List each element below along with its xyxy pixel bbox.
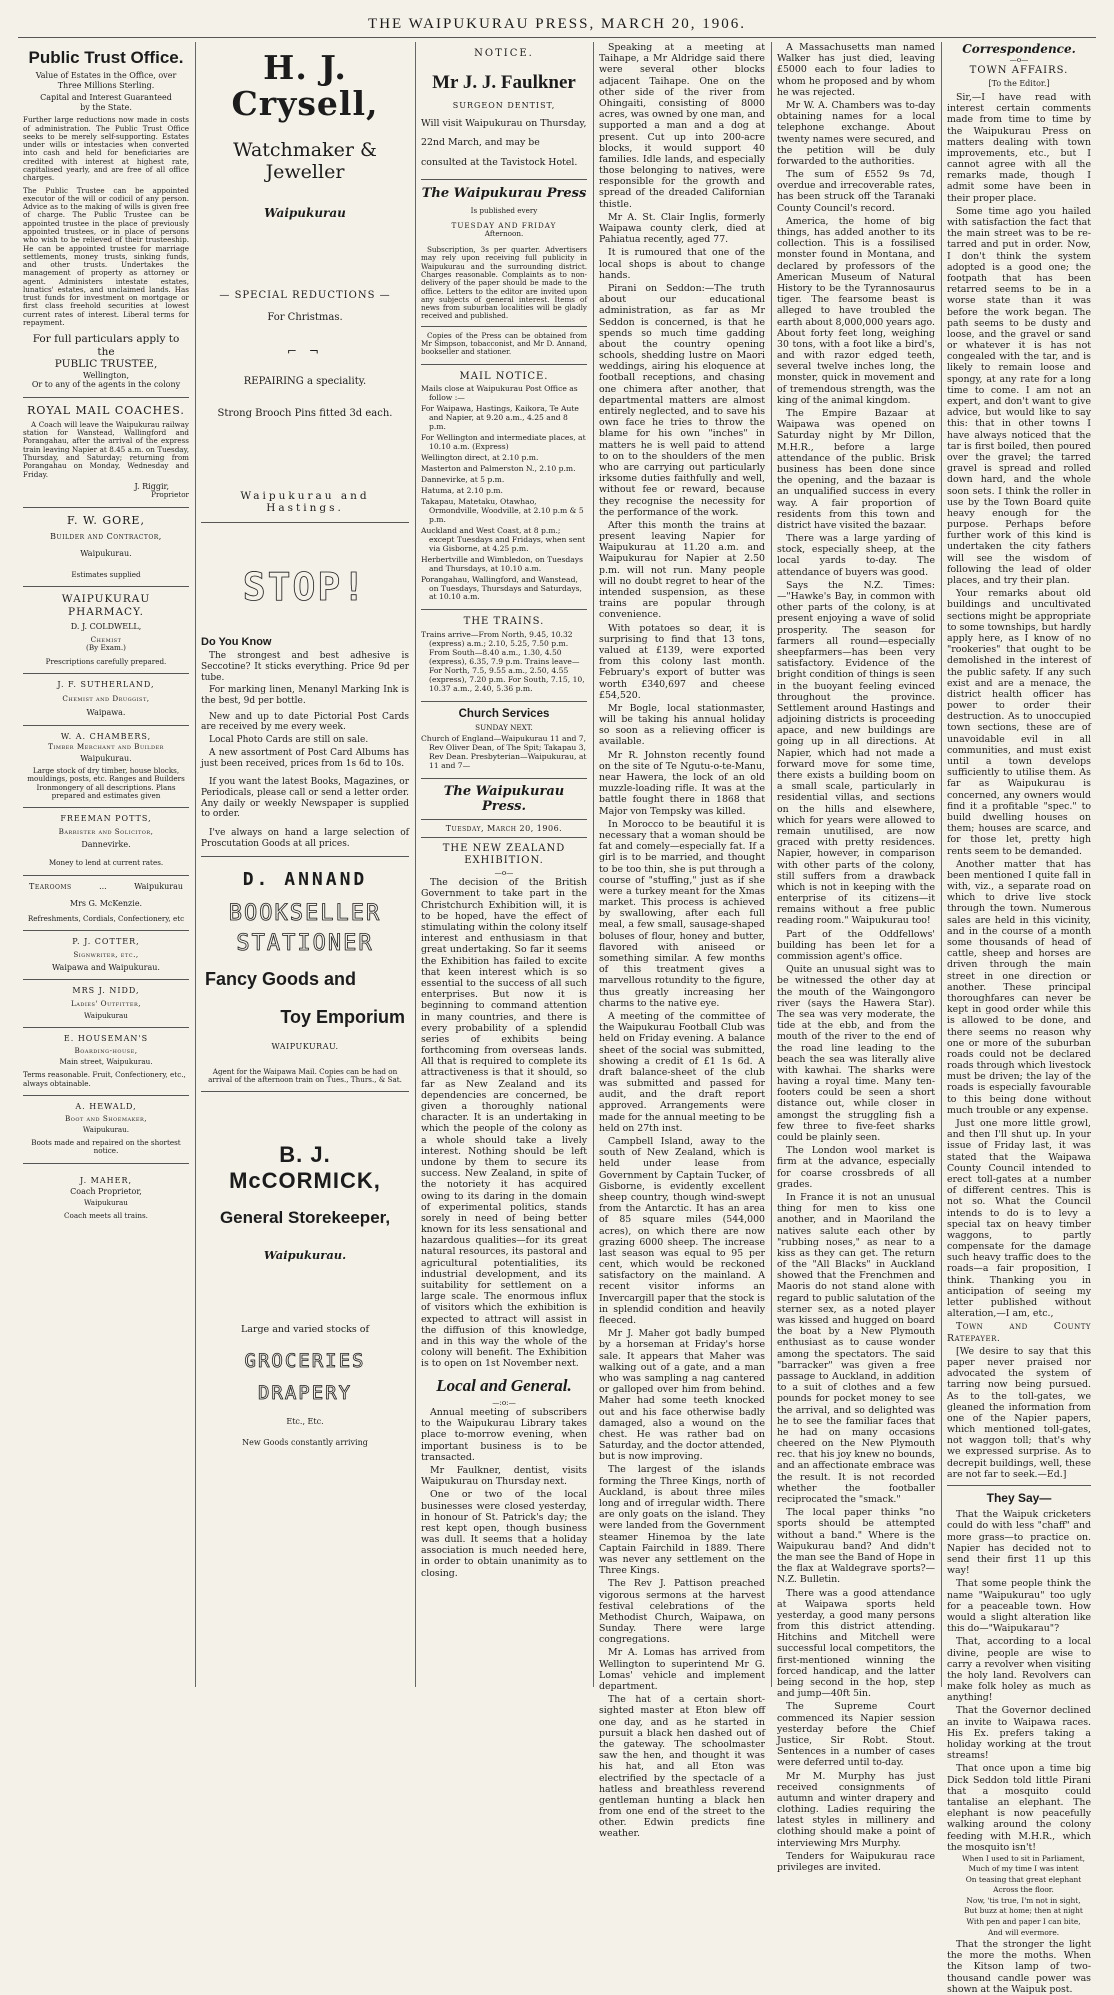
mail-line: Masterton and Palmerston N., 2.10 p.m.	[421, 464, 576, 474]
press-title: The Waipukurau Press	[421, 185, 587, 201]
ad-line: Waipukurau and Hastings.	[240, 489, 370, 515]
ad-line: Builder and Contractor,	[50, 531, 162, 541]
dash-right: —	[375, 290, 391, 302]
ad-cotter	[23, 931, 189, 980]
mail-title: MAIL NOTICE.	[459, 370, 549, 382]
ad-body: Terms reasonable. Fruit, Confectionery, etc., always obtainable.	[23, 1070, 186, 1088]
mail-line: Wellington direct, at 2.10 p.m.	[421, 453, 539, 463]
mail-line: Dannevirke, at 5 p.m.	[421, 475, 505, 485]
article-title: THE NEW ZEALAND EXHIBITION.	[442, 843, 566, 867]
verse-line: On teasing that great elephant	[965, 1874, 1082, 1884]
ad-tearooms	[23, 876, 189, 931]
verse-line: With pen and paper I can bite,	[966, 1917, 1081, 1926]
ad-title: FREEMAN POTTS,	[60, 814, 152, 824]
ad-nidd	[23, 980, 189, 1028]
train-times	[421, 610, 587, 702]
ad-body: The Public Trustee can be appointed executor of the will or codicil of any person. Advice as to the making of wills is given free of charge. The Public Trustee can be appointed trustee in the place of previously appointed trustees, or in place of persons who wish to be relieved of their trusteeship. He can be appointed trustee for marriage settlements, money trusts, sinking funds, and other trusts. Undertakes the management of property as attorney or agent. Administers intestate estates, lunatics' estates, and unclaimed lands. Has trust funds for investment on mortgage or first class freehold securities at lowest current rates of interest. Liberal terms for repayment.	[23, 185, 189, 328]
ad-line: Large and varied stocks of	[240, 1324, 370, 1336]
ad-line: Money to lend at current rates.	[48, 858, 164, 868]
ad-line: Capital and Interest Guaranteed	[40, 93, 172, 103]
news-paragraph: A Massachusetts man named Walker has just died, leaving £5000 each to four ladies to whom he proposed and by whom he was rejected.	[777, 42, 935, 98]
notice-title: NOTICE.	[474, 48, 534, 59]
ad-line: Waipukurau.	[82, 1124, 130, 1134]
mail-line: Porangahau, Wallingford, and Wanstead, on Tuesdays, Thursdays and Saturdays, at 10.10 a.m.	[421, 574, 582, 602]
ad-body: Local Photo Cards are still on sale.	[209, 735, 369, 746]
letter-paragraph: Some time ago you hailed with satisfaction the fact that the main street was to be re-tarred and put in order. Now, I don't think the system adopted is a good one; the footpath that has been retarred seems to be in a worse state than it was before the work began. The path seems to be dusty and loose, and the gravel or sand or whatever it is has not congealed with the tar, and is likely to remain loose and spongy, at any rate for a long time to come. I am not an expert, and don't want to give advice, but would like to say this: that in other towns I have always noticed that the tar is first boiled, then poured over the gravel; the tarred gravel is spread and rolled down hard, and the whole soon sets. I think the roller in use by the Town Board quite heavy enough for the purpose. Perhaps before further work of this kind is undertaken the city fathers will see the wisdom of following the lead of older places, and try their plan.	[947, 205, 1091, 587]
news-paragraph: Mr A. Lomas has arrived from Wellington to superintend Mr G. Lomas' vehicle and implement department.	[599, 1647, 765, 1692]
ad-line: BOOKSELLER	[228, 900, 382, 926]
ad-place: Waipukurau	[134, 881, 183, 891]
section-title: They Say—	[986, 1491, 1052, 1506]
mail-line: For Wellington and intermediate places, at 10.10 a.m. (Express)	[421, 433, 586, 452]
column-correspondence	[942, 42, 1096, 1995]
news-paragraph: The sum of £552 9s 7d, overdue and irrecoverable rates, has been struck off the Taranaki County Council's record.	[777, 169, 935, 214]
letter-signature: Town and County Ratepayer.	[947, 1321, 1091, 1344]
ad-line: For Christmas.	[267, 311, 343, 323]
ad-line: REPAIRING a speciality.	[243, 376, 367, 388]
press-body: Copies of the Press can be obtained from Mr Simpson, tobacconist, and Mr D. Annand, bookseller and stationer.	[421, 330, 587, 357]
ad-title: P. J. COTTER,	[72, 937, 140, 947]
letter-paragraph: Another matter that has been mentioned I quite fall in with, viz., a separate road on which to drive live stock through the town. Numerous sales are held in this vicinity, and in the course of a month some thousands of head of cattle, sheep and horses are driven through the main street in one direction or another. These principal thoroughfares can never be kept in good order while this is allowed to be done, and there seems no reason why one or more of the suburban roads could not be declared roads through which livestock must be driven; the lay of the roads is especially favourable to this being done without much trouble or any expense.	[947, 858, 1091, 1116]
ad-line: Boarding-house,	[74, 1045, 138, 1055]
ad-body: A Coach will leave the Waipukurau railway station for Wanstead, Wallingford and Porangahau, after the arrival of the express train leaving Napier at 8.45 a.m. on Tuesday, Thursday, and Saturday; returning from Porangahau on Monday, Wednesday and Friday.	[23, 419, 189, 479]
ad-line: Etc., Etc.	[286, 1416, 324, 1426]
ad-line: by the State.	[80, 102, 132, 112]
ad-title: H. J. Crysell,	[231, 48, 379, 124]
ad-line: Timber Merchant and Builder	[48, 742, 164, 752]
news-paragraph: Quite an unusual sight was to be witnessed the other day at the mouth of the Waingongoro river (says the Hawera Star). The sea was very moderate, the tide at the ebb, and from the mouth of the river to the end of the road line leading to the beach the sea was literally alive with kawhai. The sharks were having a royal time. Many ten-footers could be seen a short distance out, while closer in amongst the struggling fish a few three to five-feet sharks could be plainly seen.	[777, 964, 935, 1143]
reductions: SPECIAL REDUCTIONS	[234, 290, 376, 302]
ad-body: New and up to date Pictorial Post Cards are received by me every week.	[201, 711, 409, 733]
section-title: Correspondence.	[962, 42, 1076, 56]
ad-line: Three Millions Sterling.	[57, 80, 155, 90]
verse	[947, 1855, 1091, 1937]
ad-body: The strongest and best adhesive is Seccotine? It sticks everything. Price 9d per tube.	[201, 651, 409, 683]
mail-line: Hatuma, at 2.10 p.m.	[421, 485, 503, 495]
they-say-item: That the Waipuk cricketers could do with less "chaff" and more grass—to practice on. Napier has decided not to send their first 11 up this way!	[947, 1509, 1091, 1577]
column-display-ads	[196, 42, 414, 1687]
news-paragraph: The local paper thinks "no sports should be attempted without a band." Where is the Waipukurau band? And didn't the man see the Band of Hope in the flax at Waldegrave sports?—N.Z. Bulletin.	[777, 1507, 935, 1586]
ad-potts	[23, 808, 189, 876]
ad-title: W. A. CHAMBERS,	[60, 731, 152, 741]
ad-line: Boot and Shoemaker,	[64, 1113, 148, 1123]
ad-line: Dannevirke.	[81, 839, 131, 849]
they-say-item: That some people think the name "Waipukurau" too ugly for a peaceable town. How would a slight alteration like this do—"Waipukarau"?	[947, 1578, 1091, 1635]
ad-title: STOP!	[242, 564, 368, 609]
ad-line: General Storekeeper,	[219, 1208, 391, 1228]
ad-dots: ...	[99, 881, 107, 891]
dash-left: —	[219, 290, 235, 302]
ad-title: J. MAHER,	[79, 1175, 133, 1185]
ad-body: Boots made and repaired on the shortest notice.	[31, 1138, 181, 1156]
ad-gore	[23, 508, 189, 587]
letter-to: [To the Editor.]	[988, 79, 1050, 89]
mail-line: Takapau, Matetaku, Otawhao, Ormondville, Woodville, at 2.10 p.m & 5 p.m.	[421, 496, 584, 524]
news-paragraph: Says the N.Z. Times:—"Hawke's Bay, in common with other parts of the colony, is at present enjoying a wave of solid prosperity. The season for farmers all round—especially sheepfarmers—has been very satisfactory. Evidence of the bright condition of things is seen in the buoyant feeling evinced throughout the province. Settlement around Hastings and adjoining districts is proceeding apace, and new buildings are going up in all directions. At Napier, which had not made a forward move for some time, there exists a building boom on a small scale, particularly in residential villas, and sections on the hills and elsewhere, which for years were allowed to remain unutilised, are now graced with pretty residences. Napier, however, in comparison with other parts of the colony, still suffers from a drawback which is not in keeping with the enterprise of its citizens—it remains without a free public reading room." Waipukurau too!	[777, 579, 935, 927]
ad-annand	[201, 857, 409, 1092]
trains-title: THE TRAINS.	[463, 616, 545, 628]
press-info	[421, 180, 587, 365]
ad-line: Waipukurau.	[80, 754, 132, 764]
ad-title: F. W. GORE,	[67, 513, 145, 527]
local-news	[421, 1407, 587, 1579]
ad-line: Main street, Waipukurau.	[59, 1057, 153, 1067]
ad-line: Waipukurau	[84, 1011, 128, 1021]
ad-line: Coach meets all trains.	[64, 1211, 148, 1220]
ad-line: (By Exam.)	[86, 642, 126, 652]
verse-line: Now, 'tis true, I'm not in sight,	[966, 1895, 1081, 1905]
notice-faulkner	[421, 42, 587, 180]
ad-line: Chemist	[90, 634, 122, 644]
verse-line: But buzz at home; then at night	[964, 1906, 1083, 1916]
ad-line: New Goods constantly arriving	[242, 1438, 368, 1448]
mail-line: Mails close at Waipukurau Post Office as follow :—	[421, 384, 578, 403]
ad-line: WAIPUKURAU.	[271, 1041, 339, 1051]
news-paragraph: It is rumoured that one of the local shops is about to change hands.	[599, 247, 765, 281]
news-paragraph: Mr J. Maher got badly bumped by a horseman at Friday's horse sale. It appears that Maher was walking out of a gate, and a man who was sampling a nag cantered or galloped over him from behind. Maher had some teeth knocked out and his face otherwise badly damaged, also a wound on the chest. He was rather bad on Saturday, and the doctor attended, but is now improving.	[599, 1328, 765, 1463]
ad-line: STATIONER	[236, 931, 374, 956]
church-sub: SUNDAY NEXT.	[475, 722, 533, 732]
verse-line: Across the floor.	[993, 1885, 1054, 1895]
ad-line: Watchmaker & Jeweller	[233, 138, 377, 184]
ad-line: GROCERIES	[244, 1349, 366, 1372]
press-line: Is published every	[470, 206, 538, 216]
they-say-item: That the Governor declined an invite to Waipawa races. His Ex. prefers taking a holiday working at the trout streams!	[947, 1705, 1091, 1762]
church-services	[421, 702, 587, 779]
news-paragraph: Mr M. Murphy has just received consignments of autumn and winter drapery and clothing. Ladies requiring the latest styles in millinery and clothing should make a point of interviewing Mrs Murphy.	[777, 1770, 935, 1849]
ad-public-trust-office	[23, 42, 189, 398]
ad-mccormick	[201, 1092, 409, 1455]
ad-chambers	[23, 726, 189, 808]
ad-title: WAIPUKURAU PHARMACY.	[61, 593, 151, 618]
news-paragraph: Tenders for Waipukurau race privileges are invited.	[777, 1850, 935, 1873]
press-line: Afternoon.	[484, 228, 524, 238]
news-paragraph: The hat of a certain short-sighted master at Eton blew off one day, and as he started in pursuit a black hen dashed out of the gateway. The schoolmaster saw the hen, and thought it was his hat, and all Eton was electrified by the spectacle of a hatless and breathless reverend gentleman hunting a black hen from one end of the street to the other. Edwin predicts fine weather.	[599, 1694, 765, 1840]
news-paragraph: The Empire Bazaar at Waipawa was opened on Saturday night by Mr Dillon, M.H.R., before a large attendance of the public. Brisk business has been done since the opening, and the bazaar is an unqualified success in every way. A fair proportion of residents from this town and district have visited the bazaar.	[777, 408, 935, 531]
ad-houseman	[23, 1028, 189, 1096]
trains-body: Trains arrive—From North, 9.45, 10.32 (express) a.m.; 2.10, 5.25, 7.50 p.m. From South—8.40 a.m., 1.30, 4.50 (express), 6.35, 7.9 p.m. Trains leave—For North, 7.5, 9.55 a.m., 2.50, 4.55 (express), 7.20 p.m. For South, 7.15, 10, 10.37 a.m., 2.40, 5.36 p.m.	[421, 630, 585, 694]
news-paragraph: Part of the Oddfellows' building has been let for a commission agent's office.	[777, 928, 935, 962]
ad-line: Refreshments, Cordials, Confectionery, etc	[27, 913, 185, 923]
ad-title: J. F. SUTHERLAND,	[57, 680, 155, 690]
ad-royal-mail-coaches	[23, 398, 189, 508]
news-paragraph: Speaking at a meeting at Taihape, a Mr Aldridge said there were several other blocks adjacent Taihape. One on the other side of the river from Ohingaiti, consisting of 8000 acres, was owned by one man, and supported a man and a dog at present. Cut up into 200-acre blocks, it would support 40 families. Idle lands, and especially those belonging to natives, were responsible for the growth and spread of the dreaded Californian thistle.	[599, 42, 765, 210]
divider	[947, 1485, 1091, 1486]
news-paragraph: There was a good attendance at Waipawa sports held yesterday, a good many persons from this district attending. Hitchins and Mitchell were successful local competitors, the first-mentioned winning the forced handicap, and the latter being second in the hop, step and jump—40ft 5in.	[777, 1587, 935, 1700]
section-rule: —o—	[1009, 55, 1029, 65]
news-paragraph: America, the home of big things, has added another to its collection. This is a fossilised monster found in Montana, and declared by professors of the American Museum of Natural History to be the Tyrannosaurus tiger. The fearsome beast is alleged to have troubled the earth about 8,000,000 years ago. About forty feet long, weighing 30 tons, with a foot like a bird's, and with razor edged teeth, several twelve inches long, the monster, quick in movement and of tremendous strength, was the king of the animal kingdom.	[777, 215, 935, 406]
ad-line: PUBLIC TRUSTEE,	[54, 358, 158, 371]
ad-line: Coach Proprietor,	[70, 1187, 142, 1197]
ad-line: Wellington,	[83, 370, 129, 380]
news-paragraph: In France it is not an unusual thing for men to kiss one another, and in Maoriland the natives salute each other by "rubbing noses," as near to a kiss as they can get. The return of the "All Blacks" in Auckland showed that the Frenchmen and Maoris do not stand alone with regard to public salutation of the sterner sex, as a noted player was kissed and hugged on board the boat by a New Plymouth enthusiast as to cause wonder among the spectators. The said "barracker" was given a free passage to Auckland, in addition to a suit of clothes and a few pounds for pocket money to see the arrival, and so delighted was he to see the familiar faces that he had on many occasions cheered on the New Plymouth rec. that his joy knew no bounds, and an affectionate embrace was the result. It is not recorded whether the footballer reciprocated the "smack."	[777, 1191, 935, 1505]
ad-line: Waipukurau.	[263, 1247, 347, 1262]
verse-line: Much of my time I was intent	[968, 1864, 1079, 1874]
ad-line: Waipukurau	[84, 1197, 128, 1207]
ad-line: Waipukurau	[264, 205, 346, 220]
ad-line: Fancy Goods and	[205, 969, 357, 990]
press-line: TUESDAY AND FRIDAY	[451, 220, 557, 230]
mail-line: Herbertville and Wimbledon, on Tuesdays and Thursdays, at 10.10 a.m.	[421, 554, 583, 573]
ad-maher	[23, 1164, 189, 1228]
article-paragraph: The decision of the British Government to take part in the Christchurch Exhibition will, it is to be hoped, have the effect of stimulating within the colony itself interest and enthusiasm in that great undertaking. So far it seems the Exhibition has failed to excite that keen interest which is so essential to the success of all such enterprises. But now it is beginning to command attention in many countries, and there is every probability of a splendid series of exhibits being forthcoming from overseas lands. All that is required to complete its attractiveness is that it should, so far as New Zealand and its dependencies are concerned, be given a thoroughly national character. It is an undertaking in which the people of the colony as a whole should take a lively interest. Nothing should be left undone by them to secure its success. New Zealand, in spite of the notoriety it has acquired owing to its daring in the domain of experimental politics, stands sorely in need of being better known for its less sensational and hazardous qualities—for its great natural resources, its pastoral and agricultural potentialities, its industrial development, and its suitability for settlement on a large scale. The enormous influx of visitors which the exhibition is expected to attract will assist in the diffusion of this knowledge, and in this way the whole of the colony will benefit. The Exhibition is to open on 1st November next.	[421, 877, 587, 1370]
ad-hewald	[23, 1096, 189, 1164]
ad-line: D. J. COLDWELL,	[70, 622, 142, 631]
news-paragraph: The Supreme Court commenced its Napier session yesterday before the Chief Justice, Sir Robt. Stout. Sentences in a number of cases were deferred until to-day.	[777, 1701, 935, 1769]
letter-paragraph: Sir,—I have read with interest certain comments made from time to time by the Waipukurau Press on matters dealing with town improvements, etc., but I cannot agree with all the remarks made, though I admit some have been in their proper place.	[947, 91, 1091, 204]
ad-body: Agent for the Waipawa Mail. Copies can be had on arrival of the afternoon train on Tues., Thurs., & Sat.	[208, 1066, 402, 1084]
news-paragraph: There was a large yarding of stock, especially sheep, at the local yards to-day. The attendance of buyers was good.	[777, 533, 935, 578]
ad-line: Proprietor	[151, 490, 189, 500]
ad-line: Waipukurau.	[80, 549, 132, 559]
section-rule: —:o:—	[492, 1397, 516, 1407]
ad-title: E. HOUSEMAN'S	[63, 1034, 149, 1044]
notice-name: Mr J. J. Faulkner	[432, 71, 576, 93]
mail-line: For Waipawa, Hastings, Kaikora, Te Aute and Napier, at 9.20 a.m., 4.25 and 8 p.m.	[421, 404, 579, 432]
verse-line: And will evermore.	[987, 1927, 1060, 1937]
ad-signature: J. Riggir,	[134, 481, 169, 491]
article-exhibition	[421, 843, 587, 1369]
ad-title: D. ANNAND	[242, 869, 368, 891]
ad-title: Public Trust Office.	[28, 48, 184, 67]
church-body: Church of England—Waipukurau 11 and 7, Rev Oliver Dean, of The Spit; Takapau 3, Rev Dean. Presbyterian—Waipukurau, at 11 and 7—	[421, 733, 587, 770]
ad-body: Large stock of dry timber, house blocks, mouldings, posts, etc. Ranges and Builders Ironmongery of all descriptions. Plans prepared and estimates given	[27, 765, 185, 800]
ad-line: Ladies' Outfitter,	[70, 998, 142, 1008]
ad-line: Strong Brooch Pins fitted 3d each.	[217, 408, 393, 420]
press-title-repeat: The Waipukurau Press.	[443, 783, 565, 815]
article-rule: —o—	[494, 867, 514, 877]
church-title: Church Services	[458, 707, 550, 720]
ad-stop	[201, 523, 409, 858]
ad-line: Waipawa and Waipukurau.	[52, 962, 160, 972]
news-paragraph: Mr A. St. Clair Inglis, formerly Waipawa county clerk, died at Pahiatua recently, aged 77.	[599, 211, 765, 246]
news-paragraph: A meeting of the committee of the Waipukurau Football Club was held on Friday evening. A balance sheet of the social was submitted, showing a credit of £1 1s 6d. A draft balance-sheet of the club was submitted and passed for audit, and the draft report approved. Arrangements were made for the annual meeting to be held on 27th inst.	[599, 1010, 765, 1134]
news-paragraph: In Morocco to be beautiful it is necessary that a woman should be fat and comely—especially fat. If a girl is to be married, and thought to be too thin, she is put through a course of "stuffing," just as if she were a turkey meant for the Xmas market. This process is achieved by swallowing, after each full meal, a few small, sausage-shaped boluses of flour, honey and butter, flavored with aniseed or something similar. A few months of this treatment gives a marvellous rotundity to the figure, thus greatly increasing her charms to the native eye.	[599, 818, 765, 1009]
column-news-2	[772, 42, 940, 1873]
mail-notice	[421, 365, 587, 611]
ad-sutherland	[23, 674, 189, 725]
notice-line: SURGEON DENTIST,	[452, 100, 556, 110]
ad-line	[23, 882, 189, 892]
news-paragraph: The London wool market is firm at the advance, especially for coarse crossbreds of all grades.	[777, 1145, 935, 1190]
column-notices	[416, 42, 592, 1687]
news-paragraph: Mr W. A. Chambers was to-day obtaining names for a local telephone exchange. About twenty names were secured, and the petition will be duly forwarded to the authorities.	[777, 99, 935, 167]
ad-line: Toy Emporium	[280, 1006, 405, 1027]
column-news-1	[594, 42, 770, 1840]
ad-title: MRS J. NIDD,	[72, 986, 140, 996]
ad-subtitle: Do You Know	[201, 636, 272, 649]
editor-note: [We desire to say that this paper never praised nor advocated the system of tarring now being pursued. As to the toll-gates, we gleaned the information from one of the Napier papers, which mentioned toll-gates, not waggon toll; that's why we expressed surprise. As to decrepit buildings, well, these are not far to seek.—Ed.]	[947, 1345, 1091, 1480]
news-paragraph: After this month the trains at present leaving Napier for Waipukurau at 11.20 a.m. and Waipukurau for Napier at 2.50 p.m. will not run. Many people will no doubt regret to hear of the intended suspension, as these trains are popular through convenience.	[599, 519, 765, 621]
divider	[421, 326, 587, 327]
ad-body: For marking linen, Menanyl Marking Ink is the best, 9d per bottle.	[201, 685, 409, 706]
ad-crysell	[201, 42, 409, 523]
ad-line: For full particulars apply to the	[32, 333, 180, 358]
ad-line: Waipawa.	[86, 708, 126, 718]
notice-body: Will visit Waipukurau on Thursday, 22nd March, and may be consulted at the Tavistock Hotel.	[421, 118, 587, 168]
letter-paragraph: Your remarks about old buildings and uncultivated sections might be appropriate to some townships, but hardly apply here, as I know of no "rookeries" that ought to be demolished in the interest of the public safety. If any such exist and are a menace, the district health officer has power to order their destruction. As to unoccupied town sections, these are of unavoidable evil in all communities, and must exist until a town develops sufficiently to utilise them. As far as Waipukurau is concerned, any owners would find it a profitable "spec." to build dwelling houses on them; houses are scarce, and for those let, pretty high rents seem to be demanded.	[947, 588, 1091, 857]
ad-title: A. HEWALD,	[75, 1102, 137, 1112]
ad-pharmacy	[23, 587, 189, 674]
dateline: Tuesday, March 20, 1906.	[421, 819, 587, 839]
ad-body: Further large reductions now made in costs of administration. The Public Trust Office seeks to be merely self-supporting. Estates under wills or intestacies when converted into cash and held for beneficiaries are credited with interest at highest rate, capitalised yearly, and are free of all office charges.	[23, 115, 189, 183]
letter-title: TOWN AFFAIRS.	[969, 64, 1069, 76]
ad-label: Tearooms	[29, 881, 72, 891]
ad-line	[201, 290, 409, 302]
ad-body: I've always on hand a large selection of Proscutation Goods at all prices.	[201, 828, 409, 849]
ad-line: Prescriptions carefully prepared.	[45, 657, 167, 667]
ornament-icon: ⌐ ¬	[287, 343, 323, 358]
press-body: Subscription, 3s per quarter. Advertisers may rely upon receiving full publicity in Waipukurau and the surrounding district. Charges reasonable. Complaints as to non-delivery of the paper should be made to the office. Letters to the editor are invited upon any subjects of general interest. Items of news from suburban localities will be gladly received and published.	[421, 245, 587, 321]
column-advertisements-left	[18, 42, 194, 1687]
news-paragraph: One or two of the local businesses were closed yesterday, in honour of St. Patrick's day; the rest kept open, though business was dull. It seems that a holiday association is much needed here, in order to obtain unanimity as to closing.	[421, 1489, 587, 1579]
news-paragraph: Mr R. Johnston recently found on the site of Te Ngutu-o-te-Manu, near Hawera, the lock of an old muzzle-loading rifle. It was at the battle fought there in 1868 that Major von Tempsky was killed.	[599, 749, 765, 817]
mail-line: Auckland and West Coast, at 8 p.m.; except Tuesdays and Fridays, when sent via Gisborne, at 4.25 p.m.	[421, 525, 586, 553]
ad-line: Or to any of the agents in the colony	[31, 380, 181, 390]
news-paragraph: The Rev J. Pattison preached vigorous sermons at the harvest festival celebrations of the Methodist Church, Waipawa, on Sunday. There were large congregations.	[599, 1578, 765, 1646]
section-local-and-general: Local and General.	[436, 1375, 572, 1395]
they-say-item: That the stronger the light the more the moths. When the Kitson lamp of two-thousand candle power was shown at the Waipuk post.	[947, 1939, 1091, 1995]
news-paragraph: Mr Bogle, local stationmaster, will be taking his annual holiday so soon as a relieving officer is available.	[599, 702, 765, 748]
ad-line: Chemist and Druggist,	[62, 693, 150, 703]
ad-line: Estimates supplied	[71, 569, 141, 579]
ad-line: Signwriter, etc.,	[73, 949, 139, 959]
news-paragraph: With potatoes so dear, it is surprising to find that 13 tons, valued at £139, were exported from this colony last month. February's export of butter was worth £340,697 and cheese £54,520.	[599, 622, 765, 701]
ad-line: Mrs G. McKenzie.	[69, 899, 143, 909]
verse-line: When I used to sit in Parliament,	[961, 1853, 1085, 1863]
news-paragraph: Pirani on Seddon:—The truth about our educational administration, as far as Mr Seddon is concerned, is that he spends so much time gadding about the country opening schools, shedding lustre on Maori weddings, airing his eloquence at football receptions, and chasing one chimera after another, that departmental matters are almost entirely neglected, and to save his own face he tries to throw the blame for his own "inches" in matters he is well paid to attend to on to the shoulders of the men who are carrying out particularly irksome duties faithfully and well, without fee or reward, because they recognise the necessity for the performance of the work.	[599, 282, 765, 518]
ad-title: ROYAL MAIL COACHES.	[27, 403, 185, 417]
letter-paragraph: Just one more little growl, and then I'll shut up. In your issue of Friday last, it was stated that the Waipawa County Council intended to erect toll-gates at a number of different centres. This is not so. What the Council intends to do is to levy a special tax on heavy timber waggons, to partly compensate for the damage such heavy traffic does to the roads—a fair proposition, I think. Thanking you in anticipation of seeing my letter published without alteration,—I am, etc.,	[947, 1118, 1091, 1320]
masthead: THE WAIPUKURAU PRESS, MARCH 20, 1906.	[18, 16, 1096, 38]
ad-body: A new assortment of Post Card Albums has just been received, prices from 1s 6d to 10s.	[201, 747, 409, 769]
ad-title: B. J. McCORMICK,	[229, 1142, 381, 1194]
news-paragraph: Campbell Island, away to the south of New Zealand, which is held under lease from Government by Captain Tucker, of Gisborne, is evidently excellent sheep country, though wind-swept from the Antarctic. It has an area of 85 square miles (544,000 acres), on which there are now grazing 6000 sheep. The increase last season was equal to 95 per cent, which would be reckoned satisfactory on the mainland. A recent visitor informs an Invercargill paper that the stock is in splendid condition and heavily fleeced.	[599, 1136, 765, 1326]
ad-line: Value of Estates in the Office, over	[35, 71, 177, 81]
they-say-item: That once upon a time big Dick Seddon told little Pirani that a mosquito could tantalise an elephant. The elephant is now peacefully walking around the colony feeding with M.H.R., which the mosquito isn't!	[947, 1763, 1091, 1853]
ad-body: If you want the latest Books, Magazines, or Periodicals, please call or send a letter order. Any daily or weekly Newspaper is supplied to order.	[201, 777, 409, 820]
they-say-item: That, according to a local divine, people are wise to carry a revolver when visiting the holy land. Revolvers can make folk holey as much as anything!	[947, 1636, 1091, 1704]
news-paragraph: The largest of the islands forming the Three Kings, north of Auckland, is about three miles long and of irregular width. There are only goats on the island. They were landed from the Government steamer Hinemoa by the late Captain Fairchild in 1889. There was never any settlement on the Three Kings.	[599, 1464, 765, 1577]
ad-line: Barrister and Solicitor,	[58, 826, 154, 836]
news-paragraph: Annual meeting of subscribers to the Waipukurau Library takes place to-morrow evening, when important business is to be transacted.	[421, 1407, 587, 1463]
news-paragraph: Mr Faulkner, dentist, visits Waipukurau on Thursday next.	[421, 1464, 587, 1488]
ad-line: DRAPERY	[257, 1382, 353, 1405]
